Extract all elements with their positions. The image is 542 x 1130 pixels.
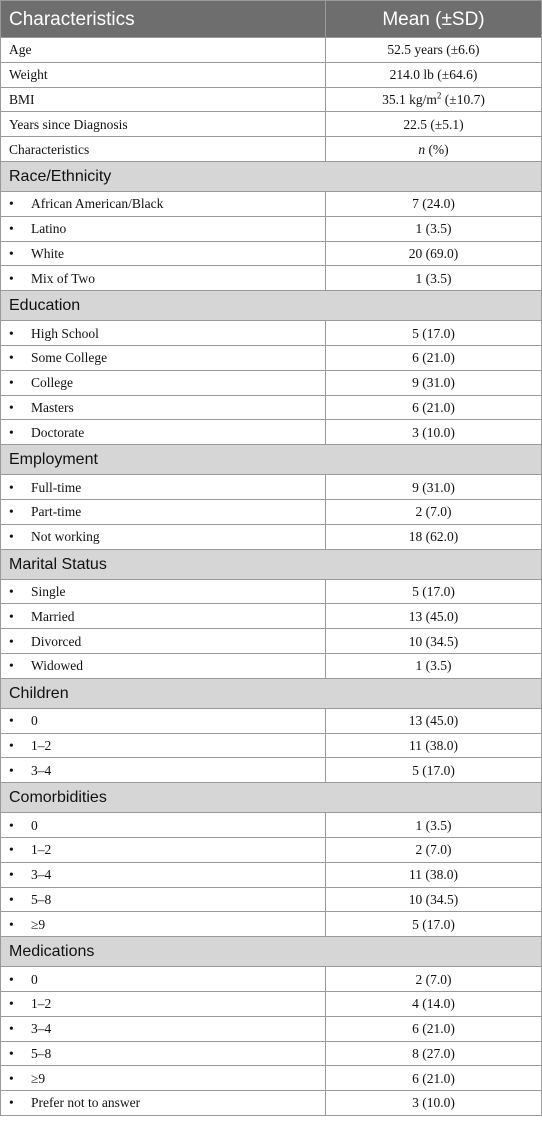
header-mean-sd: Mean (±SD) [326,1,542,38]
row-label-cell [1,813,326,838]
row-value: 2 (7.0) [326,837,542,862]
row-label-cell [1,345,326,370]
n-symbol: n [418,141,426,157]
bullet-icon: • [9,270,14,286]
table-row [1,241,542,266]
table-row [1,912,542,937]
table-row [1,758,542,783]
table-row [1,813,542,838]
row-label-cell [1,241,326,266]
row-label: 0 [31,713,38,729]
row-value: 13 (45.0) [326,708,542,733]
row-label: High School [31,325,99,341]
row-label-cell [1,862,326,887]
row-value: 1 (3.5) [326,653,542,678]
row-value: 11 (38.0) [326,862,542,887]
row-label: 1–2 [31,842,52,858]
bullet-icon: • [9,529,14,545]
bullet-icon: • [9,504,14,520]
table-row [1,87,542,112]
row-value: 13 (45.0) [326,604,542,629]
table-row [1,370,542,395]
subheader-value [326,137,542,162]
table-row [1,112,542,137]
section-title: Children [1,678,542,708]
bullet-icon: • [9,399,14,415]
row-label: Divorced [31,633,82,649]
row-value: 11 (38.0) [326,733,542,758]
table-row [1,1016,542,1041]
percent-label: (%) [425,141,449,157]
table-row [1,579,542,604]
row-value: 214.0 lb (±64.6) [326,62,542,87]
table-row [1,708,542,733]
row-value: 6 (21.0) [326,1066,542,1091]
table-row [1,837,542,862]
row-value: 18 (62.0) [326,524,542,549]
row-label: Some College [31,350,108,366]
row-value: 5 (17.0) [326,579,542,604]
row-label: Mix of Two [31,270,96,286]
row-label: Full-time [31,479,82,495]
table-row [1,62,542,87]
bullet-icon: • [9,479,14,495]
bullet-icon: • [9,996,14,1012]
header-characteristics: Characteristics [1,1,326,38]
table-row [1,887,542,912]
table-row [1,629,542,654]
row-value: 6 (21.0) [326,345,542,370]
row-label-cell [1,991,326,1016]
table-row [1,1041,542,1066]
row-label: College [31,375,73,391]
row-value: 2 (7.0) [326,967,542,992]
row-label-cell [1,887,326,912]
row-label-cell [1,604,326,629]
row-label: African American/Black [31,196,164,212]
table-body [1,38,542,1116]
row-label: 5–8 [31,1045,52,1061]
row-label: ≥9 [31,1070,46,1086]
row-value: 6 (21.0) [326,395,542,420]
row-value: 4 (14.0) [326,991,542,1016]
bullet-icon: • [9,971,14,987]
row-value: 9 (31.0) [326,370,542,395]
table-row [1,475,542,500]
row-label: White [31,245,64,261]
bullet-icon: • [9,221,14,237]
row-label: Not working [31,529,100,545]
row-label: Married [31,608,75,624]
row-label: Doctorate [31,424,85,440]
section-title: Employment [1,445,542,475]
row-label: 1–2 [31,996,52,1012]
row-label: 0 [31,971,38,987]
bullet-icon: • [9,1095,14,1111]
row-value: 20 (69.0) [326,241,542,266]
bullet-icon: • [9,583,14,599]
row-label-cell [1,653,326,678]
section-header-row [1,783,542,813]
table-row [1,191,542,216]
row-label-cell [1,266,326,291]
section-header-row [1,161,542,191]
row-label-cell [1,475,326,500]
table-row [1,653,542,678]
row-value: 3 (10.0) [326,420,542,445]
subheader-row [1,137,542,162]
row-label-cell [1,370,326,395]
row-label-cell [1,967,326,992]
row-label-cell [1,579,326,604]
row-label: BMI [1,87,326,112]
row-label: 5–8 [31,891,52,907]
bullet-icon: • [9,713,14,729]
row-label: Age [1,38,326,63]
row-label-cell [1,1091,326,1116]
bullet-icon: • [9,891,14,907]
row-label-cell [1,733,326,758]
bullet-icon: • [9,245,14,261]
section-title: Comorbidities [1,783,542,813]
row-label-cell [1,499,326,524]
section-header-row [1,678,542,708]
table-row [1,733,542,758]
bullet-icon: • [9,842,14,858]
bullet-icon: • [9,325,14,341]
row-label: Latino [31,221,67,237]
row-value: 1 (3.5) [326,813,542,838]
row-label: Prefer not to answer [31,1095,141,1111]
table-row [1,967,542,992]
row-label: 3–4 [31,762,52,778]
row-label: ≥9 [31,916,46,932]
table-row [1,499,542,524]
row-label-cell [1,758,326,783]
table-row [1,1066,542,1091]
bullet-icon: • [9,817,14,833]
row-label: 0 [31,817,38,833]
row-label-cell [1,191,326,216]
row-value: 9 (31.0) [326,475,542,500]
row-label-cell [1,395,326,420]
bullet-icon: • [9,375,14,391]
bullet-icon: • [9,608,14,624]
subheader-label: Characteristics [1,137,326,162]
bullet-icon: • [9,916,14,932]
row-label-cell [1,1041,326,1066]
row-value: 1 (3.5) [326,266,542,291]
row-label-cell [1,524,326,549]
row-label-cell [1,420,326,445]
value-text: (±10.7) [441,91,485,107]
table-row [1,38,542,63]
row-label-cell [1,321,326,346]
bullet-icon: • [9,1070,14,1086]
row-label: 1–2 [31,737,52,753]
row-value: 10 (34.5) [326,629,542,654]
table-row [1,604,542,629]
bullet-icon: • [9,658,14,674]
row-label-cell [1,837,326,862]
row-value: 52.5 years (±6.6) [326,38,542,63]
row-label: Weight [1,62,326,87]
row-value: 5 (17.0) [326,758,542,783]
table-row [1,991,542,1016]
table-row [1,216,542,241]
bullet-icon: • [9,633,14,649]
table-header-row [1,1,542,38]
row-value: 6 (21.0) [326,1016,542,1041]
section-header-row [1,937,542,967]
bullet-icon: • [9,424,14,440]
section-title: Marital Status [1,549,542,579]
row-value: 5 (17.0) [326,912,542,937]
table-row [1,395,542,420]
row-value: 7 (24.0) [326,191,542,216]
section-title: Education [1,291,542,321]
section-title: Race/Ethnicity [1,161,542,191]
table-row [1,321,542,346]
row-value [326,87,542,112]
row-value: 10 (34.5) [326,887,542,912]
row-label: Widowed [31,658,83,674]
value-text: 35.1 kg/m [382,91,437,107]
table-row [1,524,542,549]
section-header-row [1,445,542,475]
row-value: 22.5 (±5.1) [326,112,542,137]
superscript: 2 [436,90,442,101]
row-label-cell [1,1016,326,1041]
row-value: 1 (3.5) [326,216,542,241]
row-label: Single [31,583,66,599]
bullet-icon: • [9,350,14,366]
row-label: Masters [31,399,74,415]
row-label: Years since Diagnosis [1,112,326,137]
table-row [1,1091,542,1116]
bullet-icon: • [9,867,14,883]
section-header-row [1,549,542,579]
row-label-cell [1,708,326,733]
row-value: 5 (17.0) [326,321,542,346]
row-value: 2 (7.0) [326,499,542,524]
row-label-cell [1,216,326,241]
section-header-row [1,291,542,321]
bullet-icon: • [9,1045,14,1061]
section-title: Medications [1,937,542,967]
row-label-cell [1,912,326,937]
row-label: 3–4 [31,1021,52,1037]
bullet-icon: • [9,737,14,753]
table-row [1,345,542,370]
table-row [1,862,542,887]
row-value: 3 (10.0) [326,1091,542,1116]
row-label-cell [1,1066,326,1091]
row-value: 8 (27.0) [326,1041,542,1066]
row-label: Part-time [31,504,82,520]
bullet-icon: • [9,762,14,778]
row-label-cell [1,629,326,654]
bullet-icon: • [9,196,14,212]
table-row [1,420,542,445]
table-row [1,266,542,291]
row-label: 3–4 [31,867,52,883]
bullet-icon: • [9,1021,14,1037]
